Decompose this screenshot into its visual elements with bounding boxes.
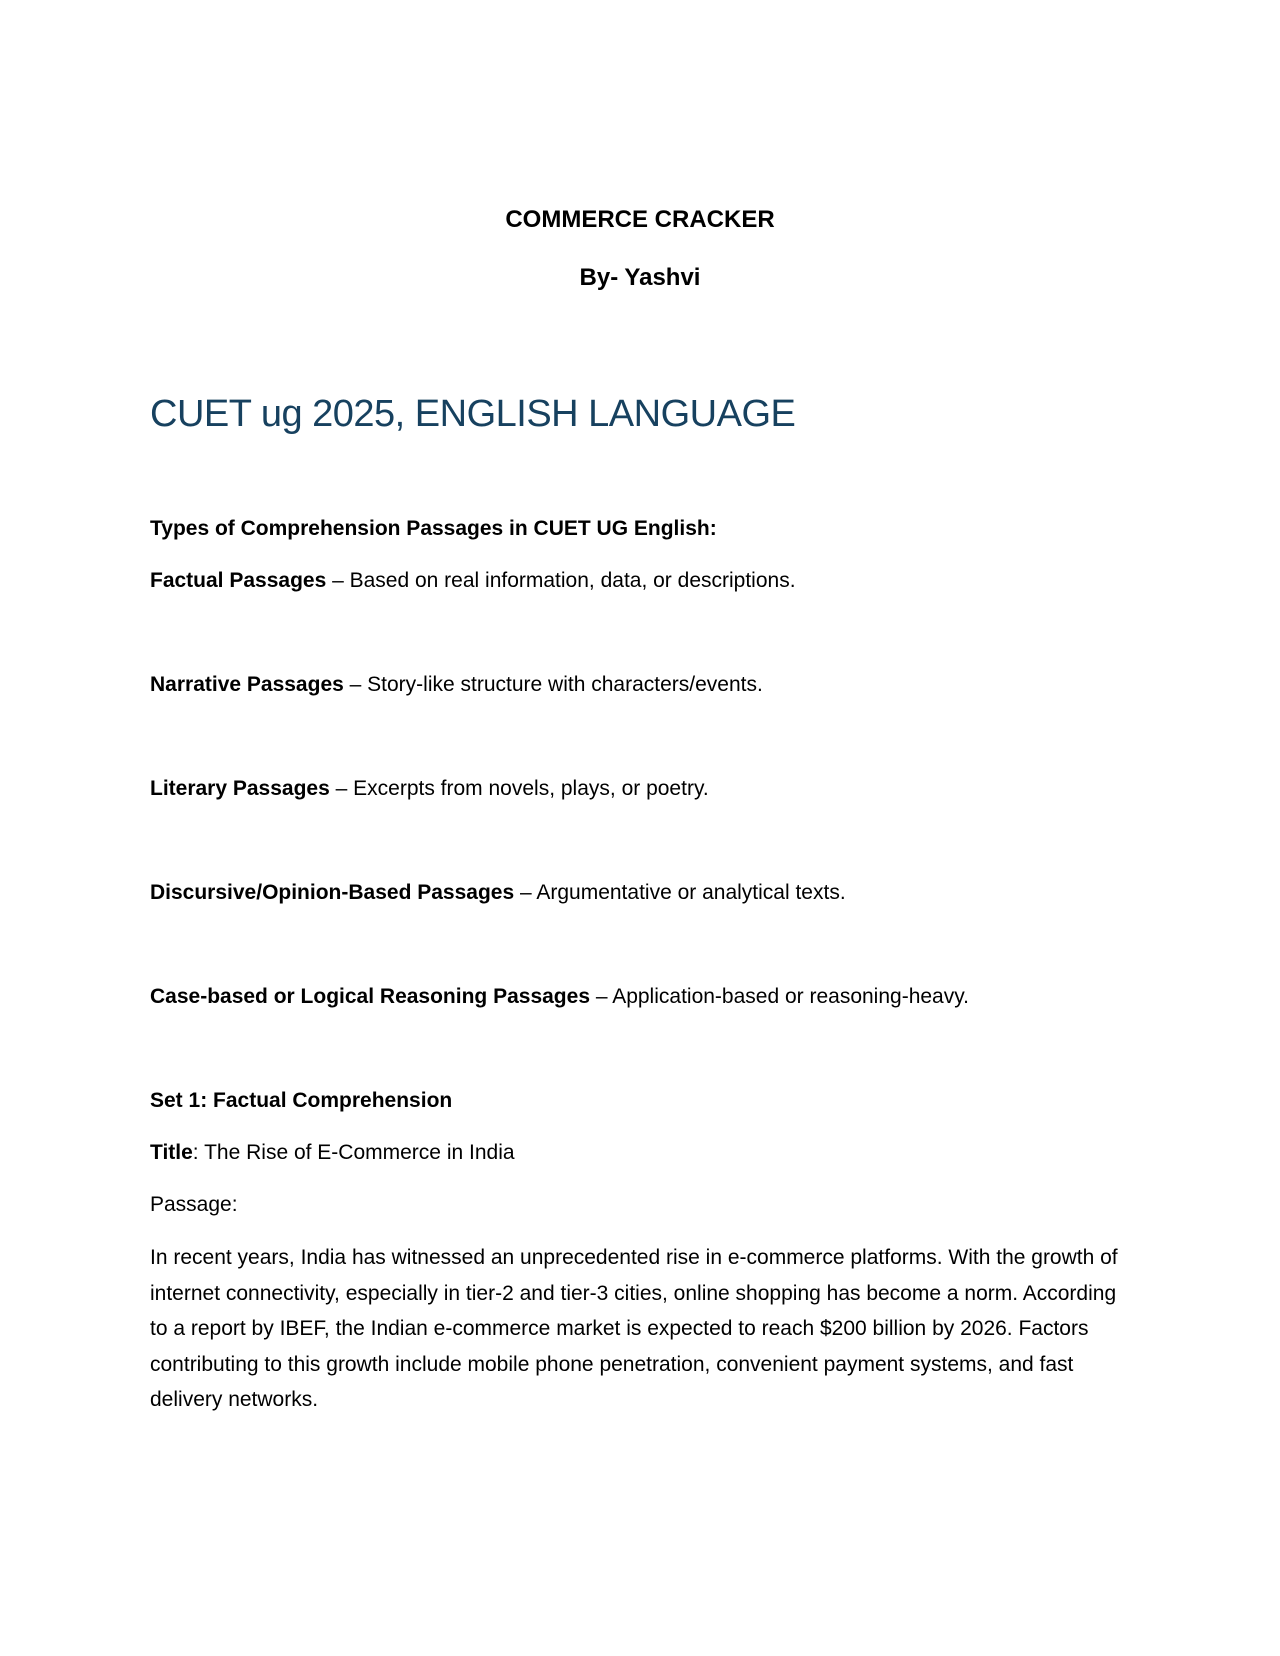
passage-type-name: Narrative Passages [150, 673, 344, 696]
passage-text: In recent years, India has witnessed an unprecedented rise in e-commerce platforms. With the growth of internet connectivity, especially in tier-2 and tier-3 cities, online shopping has become a norm. According to a report by IBEF, the Indian e-commerce market is expected to reach $200 billion by 2026. Factors contributing to this growth include mobile phone penetration, convenient payment systems, and fast delivery networks. [150, 1246, 1118, 1411]
types-heading: Types of Comprehension Passages in CUET UG English: [150, 517, 717, 540]
passage-type-name: Case-based or Logical Reasoning Passages [150, 985, 590, 1008]
document-title: COMMERCE CRACKER [505, 206, 775, 233]
passage-type-name: Literary Passages [150, 777, 330, 800]
author-line: By- Yashvi [579, 264, 701, 291]
passage-type-desc: – Application-based or reasoning-heavy. [590, 985, 970, 1008]
passage-label: Passage: [150, 1193, 238, 1216]
passage-type-desc: – Based on real information, data, or descriptions. [326, 569, 796, 592]
passage-type-desc: – Story-like structure with characters/events. [343, 673, 763, 696]
set1-title-label: Title [150, 1141, 193, 1164]
passage-type-name: Factual Passages [150, 569, 327, 592]
passage-type-factual [150, 568, 796, 593]
passage-type-desc: – Excerpts from novels, plays, or poetry. [329, 777, 709, 800]
passage-type-name: Discursive/Opinion-Based Passages [150, 881, 515, 904]
passage-type-literary [150, 776, 709, 801]
passage-type-discursive [150, 880, 846, 905]
set1-title-line [150, 1140, 515, 1165]
passage-type-desc: – Argumentative or analytical texts. [514, 881, 846, 904]
passage-type-case-based [150, 984, 969, 1009]
set1-heading: Set 1: Factual Comprehension [150, 1089, 453, 1112]
passage-type-narrative [150, 672, 763, 697]
section-heading: CUET ug 2025, ENGLISH LANGUAGE [150, 393, 796, 435]
set1-title-value: : The Rise of E-Commerce in India [192, 1141, 515, 1164]
